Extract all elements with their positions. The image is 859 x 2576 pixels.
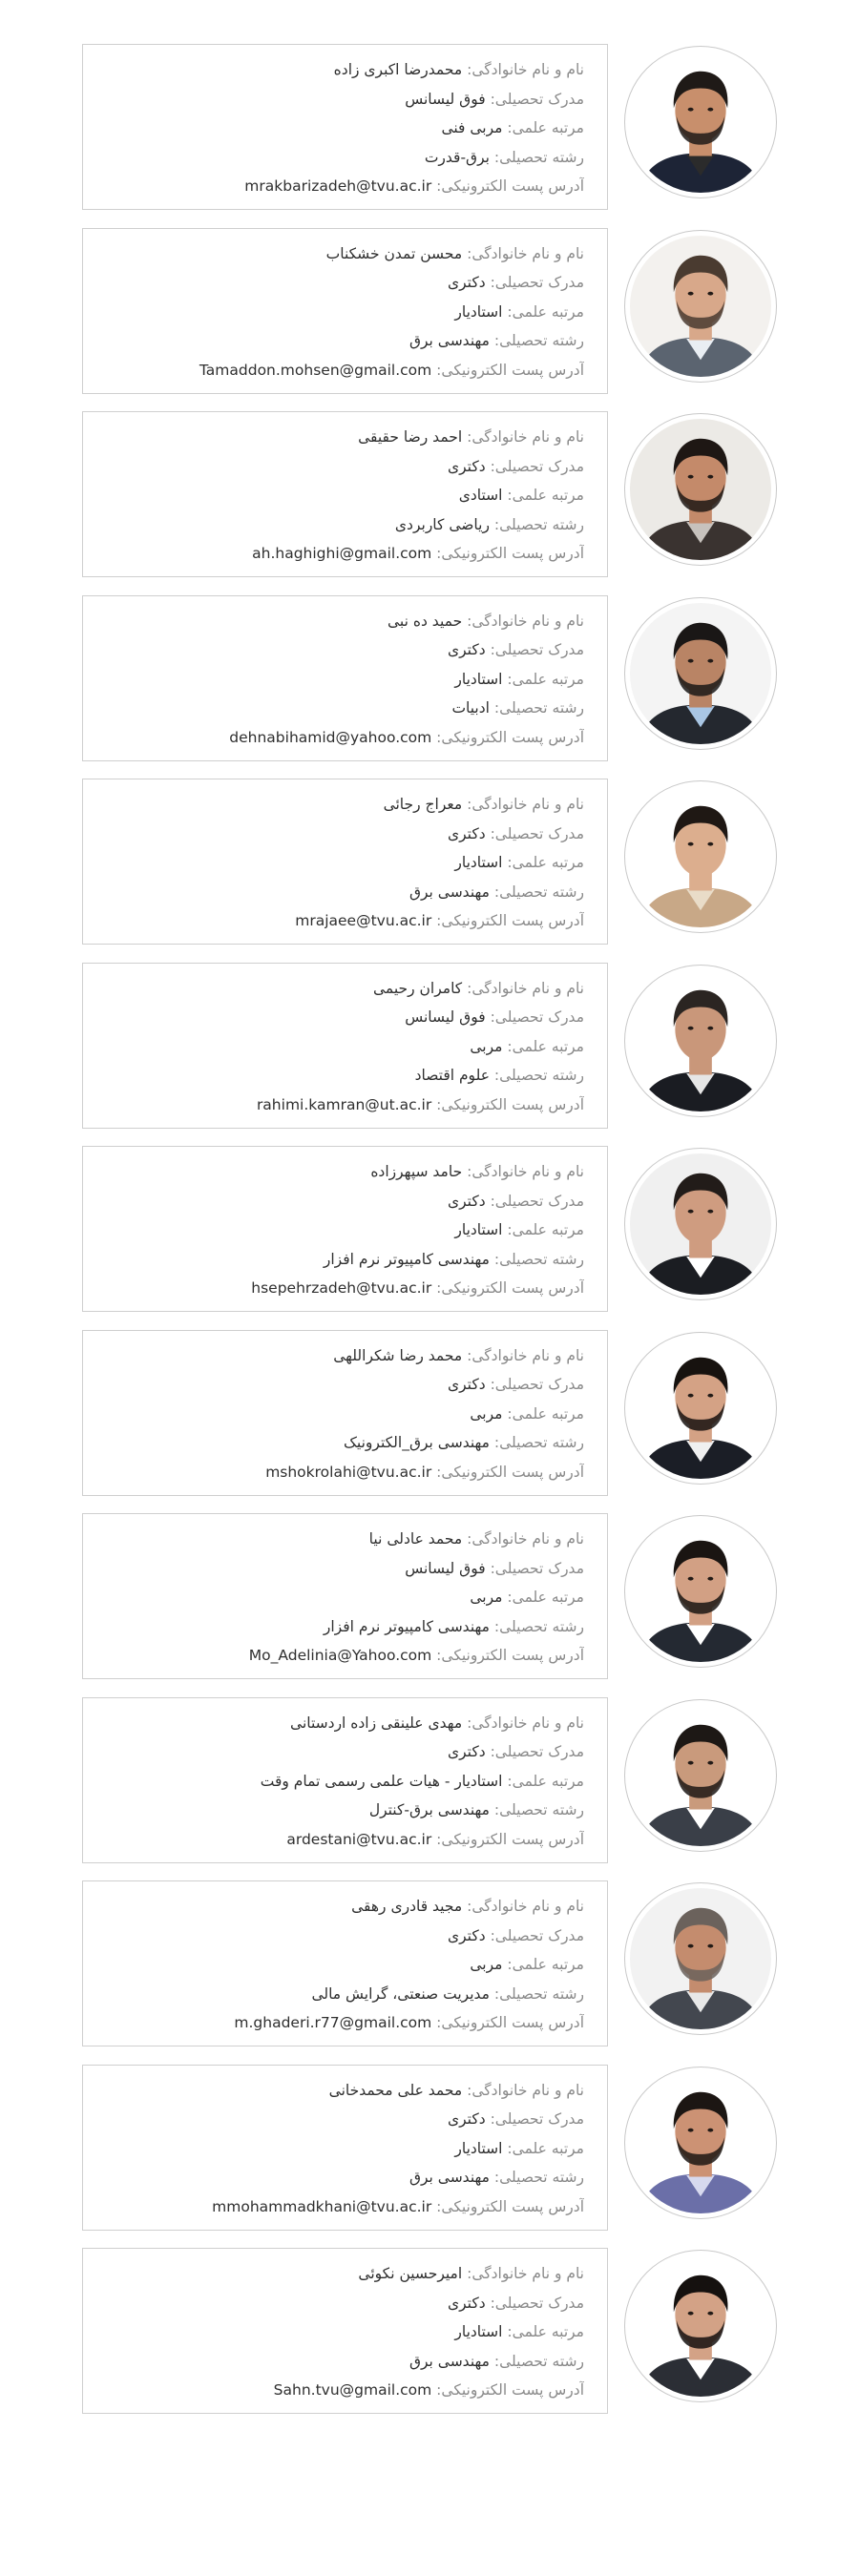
- name-value: محمد علی محمدخانی: [328, 2081, 463, 2099]
- major-value: ریاضی کاربردی: [394, 515, 490, 533]
- portrait-eye: [707, 1760, 713, 1764]
- degree-value: دکتری: [447, 1926, 486, 1944]
- name-value: حمید ده نبی: [388, 612, 463, 630]
- degree-field: [96, 1554, 584, 1584]
- staff-card: [82, 1146, 608, 1312]
- name-label: نام و نام خانوادگی:: [467, 1898, 584, 1915]
- major-label: رشته تحصیلی:: [493, 699, 584, 717]
- degree-value: دکتری: [447, 274, 486, 291]
- staff-card: [82, 2248, 608, 2414]
- portrait-image: [630, 52, 771, 193]
- name-value: کامران رحیمی: [372, 979, 463, 997]
- major-field: [96, 1612, 584, 1642]
- email-field: [96, 2192, 584, 2222]
- degree-label: مدرک تحصیلی:: [490, 1376, 584, 1393]
- staff-photo: [624, 230, 777, 383]
- email-field: [96, 172, 584, 201]
- staff-photo: [624, 1882, 777, 2035]
- portrait-eye: [707, 1393, 713, 1397]
- major-field: [96, 326, 584, 356]
- email-value: mshokrolahi@tvu.ac.ir: [265, 1463, 432, 1481]
- portrait-eye: [688, 1393, 694, 1397]
- staff-photo: [624, 965, 777, 1117]
- degree-value: دکتری: [447, 1192, 486, 1210]
- email-label: آدرس پست الکترونیکی:: [436, 545, 584, 562]
- name-field: [96, 2259, 584, 2289]
- staff-photo: [624, 780, 777, 933]
- portrait-image: [630, 1521, 771, 1662]
- staff-card: [82, 1330, 608, 1496]
- degree-field: [96, 452, 584, 482]
- major-field: [96, 1061, 584, 1091]
- email-field: [96, 1825, 584, 1855]
- degree-label: مدرک تحصیلی:: [490, 457, 584, 475]
- staff-row: [0, 1146, 859, 1327]
- rank-field: [96, 665, 584, 695]
- degree-value: فوق لیسانس: [405, 1559, 486, 1577]
- degree-label: مدرک تحصیلی:: [490, 1926, 584, 1944]
- degree-value: فوق لیسانس: [405, 1008, 486, 1026]
- email-value: m.ghaderi.r77@gmail.com: [234, 2014, 432, 2031]
- major-label: رشته تحصیلی:: [493, 1617, 584, 1635]
- major-value: مهندسی کامپیوتر نرم افزار: [323, 1250, 490, 1268]
- portrait-eye: [688, 2312, 694, 2316]
- degree-label: مدرک تحصیلی:: [490, 2294, 584, 2312]
- portrait-eye: [688, 291, 694, 295]
- rank-label: مرتبه علمی:: [507, 1037, 584, 1055]
- degree-label: مدرک تحصیلی:: [490, 1008, 584, 1026]
- name-label: نام و نام خانوادگی:: [467, 979, 584, 997]
- name-label: نام و نام خانوادگی:: [467, 61, 584, 78]
- rank-label: مرتبه علمی:: [507, 1221, 584, 1238]
- major-label: رشته تحصیلی:: [493, 1250, 584, 1268]
- rank-label: مرتبه علمی:: [507, 670, 584, 688]
- name-label: نام و نام خانوادگی:: [467, 1346, 584, 1364]
- degree-label: مدرک تحصیلی:: [490, 1192, 584, 1210]
- staff-row: [0, 595, 859, 777]
- email-value: mmohammadkhani@tvu.ac.ir: [212, 2197, 432, 2215]
- name-field: [96, 607, 584, 636]
- name-label: نام و نام خانوادگی:: [467, 428, 584, 446]
- major-field: [96, 1980, 584, 2009]
- email-label: آدرس پست الکترونیکی:: [436, 1095, 584, 1113]
- name-label: نام و نام خانوادگی:: [467, 612, 584, 630]
- staff-row: [0, 1697, 859, 1879]
- email-field: [96, 1274, 584, 1303]
- name-value: معراج رجائی: [383, 796, 463, 813]
- portrait-eye: [688, 1026, 694, 1029]
- major-value: مهندسی برق: [409, 2169, 490, 2186]
- portrait-image: [630, 419, 771, 560]
- major-label: رشته تحصیلی:: [493, 2169, 584, 2186]
- degree-value: دکتری: [447, 1376, 486, 1393]
- portrait-image: [630, 786, 771, 927]
- email-label: آدرس پست الکترونیکی:: [436, 2381, 584, 2399]
- major-field: [96, 878, 584, 907]
- rank-value: استادیار: [454, 670, 503, 688]
- rank-value: استادیار - هیات علمی رسمی تمام وقت: [260, 1772, 503, 1790]
- email-field: [96, 1091, 584, 1120]
- major-field: [96, 510, 584, 540]
- rank-value: استادیار: [454, 2323, 503, 2340]
- email-value: Tamaddon.mohsen@gmail.com: [199, 361, 432, 379]
- major-field: [96, 143, 584, 173]
- staff-row: [0, 1880, 859, 2062]
- rank-field: [96, 1215, 584, 1245]
- rank-value: مربی فنی: [441, 119, 503, 136]
- major-field: [96, 2347, 584, 2377]
- staff-card: [82, 1880, 608, 2046]
- degree-label: مدرک تحصیلی:: [490, 2110, 584, 2128]
- portrait-eye: [707, 2312, 713, 2316]
- portrait-eye: [688, 475, 694, 479]
- staff-row: [0, 1330, 859, 1511]
- rank-field: [96, 2134, 584, 2164]
- name-field: [96, 55, 584, 85]
- staff-card: [82, 1513, 608, 1679]
- major-label: رشته تحصیلی:: [493, 1067, 584, 1084]
- major-value: مهندسی برق_الکترونیک: [344, 1434, 490, 1451]
- name-label: نام و نام خانوادگی:: [467, 1530, 584, 1548]
- staff-card: [82, 2065, 608, 2231]
- rank-value: مربی: [470, 1037, 503, 1055]
- major-value: برق-قدرت: [424, 148, 490, 166]
- staff-card: [82, 228, 608, 394]
- email-field: [96, 539, 584, 569]
- email-value: Mo_Adelinia@Yahoo.com: [248, 1647, 432, 1664]
- rank-field: [96, 114, 584, 143]
- portrait-eye: [688, 108, 694, 112]
- staff-row: [0, 2065, 859, 2246]
- name-label: نام و نام خانوادگی:: [467, 796, 584, 813]
- email-label: آدرس پست الکترونیکی:: [436, 177, 584, 195]
- degree-label: مدرک تحصیلی:: [490, 274, 584, 291]
- portrait-image: [630, 2255, 771, 2397]
- major-field: [96, 1796, 584, 1825]
- name-label: نام و نام خانوادگی:: [467, 2081, 584, 2099]
- degree-value: دکتری: [447, 457, 486, 475]
- portrait-image: [630, 2072, 771, 2213]
- rank-field: [96, 1767, 584, 1797]
- rank-field: [96, 1400, 584, 1429]
- email-field: [96, 723, 584, 753]
- name-field: [96, 790, 584, 820]
- staff-photo: [624, 2250, 777, 2402]
- staff-row: [0, 411, 859, 592]
- major-value: مهندسی برق: [409, 332, 490, 349]
- staff-card: [82, 595, 608, 761]
- email-label: آدرس پست الکترونیکی:: [436, 2197, 584, 2215]
- rank-field: [96, 1950, 584, 1980]
- name-label: نام و نام خانوادگی:: [467, 1714, 584, 1732]
- email-label: آدرس پست الکترونیکی:: [436, 1830, 584, 1848]
- degree-label: مدرک تحصیلی:: [490, 824, 584, 842]
- major-field: [96, 694, 584, 723]
- staff-photo: [624, 1515, 777, 1668]
- portrait-eye: [688, 842, 694, 846]
- degree-field: [96, 635, 584, 665]
- portrait-eye: [688, 1577, 694, 1581]
- rank-value: استادیار: [454, 302, 503, 321]
- degree-value: دکتری: [447, 824, 486, 842]
- portrait-eye: [688, 658, 694, 662]
- email-value: mrakbarizadeh@tvu.ac.ir: [244, 177, 432, 195]
- degree-field: [96, 85, 584, 114]
- major-value: مهندسی برق: [409, 883, 490, 901]
- name-field: [96, 1525, 584, 1554]
- rank-value: استادیار: [454, 1221, 503, 1238]
- email-label: آدرس پست الکترونیکی:: [436, 2014, 584, 2031]
- name-field: [96, 2076, 584, 2106]
- rank-value: مربی: [470, 1589, 503, 1606]
- degree-field: [96, 2105, 584, 2134]
- rank-label: مرتبه علمی:: [507, 1772, 584, 1790]
- degree-label: مدرک تحصیلی:: [490, 90, 584, 108]
- email-field: [96, 356, 584, 385]
- degree-field: [96, 1003, 584, 1032]
- major-label: رشته تحصیلی:: [493, 1801, 584, 1818]
- portrait-eye: [707, 2128, 713, 2131]
- major-field: [96, 1245, 584, 1275]
- rank-value: مربی: [470, 1404, 503, 1423]
- rank-value: استادیار: [454, 854, 503, 871]
- portrait-image: [630, 1888, 771, 2029]
- name-value: محمد عادلی نیا: [368, 1530, 463, 1548]
- major-label: رشته تحصیلی:: [493, 883, 584, 901]
- email-field: [96, 2376, 584, 2405]
- portrait-eye: [707, 1944, 713, 1948]
- portrait-eye: [688, 1760, 694, 1764]
- email-field: [96, 906, 584, 936]
- major-label: رشته تحصیلی:: [493, 1434, 584, 1451]
- name-field: [96, 423, 584, 452]
- major-value: مدیریت صنعتی، گرایش مالی: [311, 1984, 490, 2003]
- staff-row: [0, 1513, 859, 1694]
- degree-value: دکتری: [447, 641, 486, 658]
- email-value: rahimi.kamran@ut.ac.ir: [256, 1095, 432, 1113]
- name-field: [96, 1341, 584, 1371]
- name-value: مجید قادری رهقی: [351, 1898, 463, 1915]
- major-value: ادبیات: [451, 699, 490, 717]
- portrait-eye: [707, 1026, 713, 1029]
- email-label: آدرس پست الکترونیکی:: [436, 728, 584, 746]
- portrait-eye: [688, 1210, 694, 1214]
- major-label: رشته تحصیلی:: [493, 332, 584, 349]
- staff-photo: [624, 1699, 777, 1852]
- email-value: mrajaee@tvu.ac.ir: [295, 912, 432, 929]
- rank-field: [96, 848, 584, 878]
- degree-label: مدرک تحصیلی:: [490, 1743, 584, 1760]
- portrait-eye: [707, 1210, 713, 1214]
- rank-label: مرتبه علمی:: [507, 302, 584, 321]
- rank-value: استادیار: [454, 2139, 503, 2157]
- portrait-eye: [707, 1577, 713, 1581]
- email-label: آدرس پست الکترونیکی:: [436, 1647, 584, 1664]
- degree-value: دکتری: [447, 2110, 486, 2128]
- rank-value: استادی: [458, 487, 503, 504]
- degree-field: [96, 1187, 584, 1216]
- degree-label: مدرک تحصیلی:: [490, 1559, 584, 1577]
- name-value: محمد رضا شکراللهی: [333, 1346, 463, 1364]
- rank-label: مرتبه علمی:: [507, 854, 584, 871]
- portrait-image: [630, 970, 771, 1111]
- degree-label: مدرک تحصیلی:: [490, 641, 584, 658]
- staff-card: [82, 963, 608, 1129]
- staff-card: [82, 411, 608, 577]
- degree-field: [96, 2289, 584, 2318]
- rank-label: مرتبه علمی:: [507, 2139, 584, 2157]
- rank-field: [96, 2317, 584, 2347]
- email-field: [96, 2008, 584, 2038]
- degree-field: [96, 1370, 584, 1400]
- major-label: رشته تحصیلی:: [493, 2352, 584, 2370]
- major-value: مهندسی برق: [409, 2352, 490, 2370]
- email-label: آدرس پست الکترونیکی:: [436, 1463, 584, 1481]
- email-value: Sahn.tvu@gmail.com: [273, 2381, 432, 2399]
- degree-field: [96, 1737, 584, 1767]
- email-value: ah.haghighi@gmail.com: [252, 545, 432, 562]
- major-label: رشته تحصیلی:: [493, 1984, 584, 2003]
- rank-field: [96, 298, 584, 327]
- staff-photo: [624, 597, 777, 750]
- rank-label: مرتبه علمی:: [507, 2323, 584, 2340]
- email-field: [96, 1458, 584, 1487]
- major-field: [96, 2163, 584, 2192]
- major-value: مهندسی برق-کنترل: [368, 1801, 490, 1818]
- portrait-eye: [707, 842, 713, 846]
- degree-value: دکتری: [447, 1743, 486, 1760]
- staff-row: [0, 963, 859, 1144]
- major-label: رشته تحصیلی:: [493, 148, 584, 166]
- name-label: نام و نام خانوادگی:: [467, 244, 584, 262]
- rank-field: [96, 481, 584, 510]
- degree-value: فوق لیسانس: [405, 90, 486, 108]
- staff-list: [0, 44, 859, 2432]
- email-label: آدرس پست الکترونیکی:: [436, 912, 584, 929]
- rank-field: [96, 1032, 584, 1062]
- major-value: مهندسی کامپیوتر نرم افزار: [323, 1617, 490, 1635]
- staff-photo: [624, 2067, 777, 2219]
- email-value: dehnabihamid@yahoo.com: [229, 728, 432, 746]
- name-field: [96, 974, 584, 1004]
- portrait-image: [630, 1153, 771, 1295]
- portrait-image: [630, 1338, 771, 1479]
- major-label: رشته تحصیلی:: [493, 515, 584, 533]
- name-label: نام و نام خانوادگی:: [467, 2265, 584, 2282]
- portrait-image: [630, 1705, 771, 1846]
- email-field: [96, 1641, 584, 1671]
- name-field: [96, 1157, 584, 1187]
- name-field: [96, 1709, 584, 1738]
- staff-row: [0, 779, 859, 960]
- portrait-eye: [688, 2128, 694, 2131]
- name-field: [96, 239, 584, 269]
- rank-label: مرتبه علمی:: [507, 487, 584, 504]
- staff-photo: [624, 413, 777, 566]
- degree-field: [96, 268, 584, 298]
- staff-photo: [624, 46, 777, 198]
- portrait-eye: [707, 658, 713, 662]
- name-field: [96, 1892, 584, 1922]
- name-value: محمدرضا اکبری زاده: [333, 61, 463, 78]
- staff-row: [0, 2248, 859, 2429]
- portrait-image: [630, 236, 771, 377]
- degree-field: [96, 1922, 584, 1951]
- staff-row: [0, 44, 859, 225]
- staff-photo: [624, 1332, 777, 1485]
- portrait-image: [630, 603, 771, 744]
- staff-card: [82, 779, 608, 945]
- email-label: آدرس پست الکترونیکی:: [436, 1279, 584, 1297]
- rank-label: مرتبه علمی:: [507, 1589, 584, 1606]
- email-value: hsepehrzadeh@tvu.ac.ir: [251, 1279, 432, 1297]
- name-value: حامد سپهرزاده: [370, 1163, 463, 1180]
- portrait-eye: [707, 108, 713, 112]
- name-value: مهدی علینقی زاده اردستانی: [290, 1714, 463, 1732]
- name-label: نام و نام خانوادگی:: [467, 1163, 584, 1180]
- degree-value: دکتری: [447, 2294, 486, 2312]
- rank-value: مربی: [470, 1956, 503, 1973]
- rank-label: مرتبه علمی:: [507, 1956, 584, 1973]
- portrait-eye: [707, 475, 713, 479]
- rank-field: [96, 1583, 584, 1612]
- name-value: محسن تمدن خشکناب: [325, 244, 463, 262]
- rank-label: مرتبه علمی:: [507, 1404, 584, 1423]
- degree-field: [96, 820, 584, 849]
- name-value: امیرحسین نکوئی: [358, 2265, 463, 2282]
- email-value: ardestani@tvu.ac.ir: [286, 1830, 432, 1848]
- staff-card: [82, 44, 608, 210]
- staff-row: [0, 228, 859, 409]
- name-value: احمد رضا حقیقی: [358, 428, 463, 446]
- major-value: علوم اقتصاد: [414, 1067, 490, 1084]
- staff-photo: [624, 1148, 777, 1300]
- staff-card: [82, 1697, 608, 1863]
- major-field: [96, 1428, 584, 1458]
- portrait-eye: [707, 291, 713, 295]
- portrait-eye: [688, 1944, 694, 1948]
- email-label: آدرس پست الکترونیکی:: [436, 361, 584, 379]
- rank-label: مرتبه علمی:: [507, 119, 584, 136]
